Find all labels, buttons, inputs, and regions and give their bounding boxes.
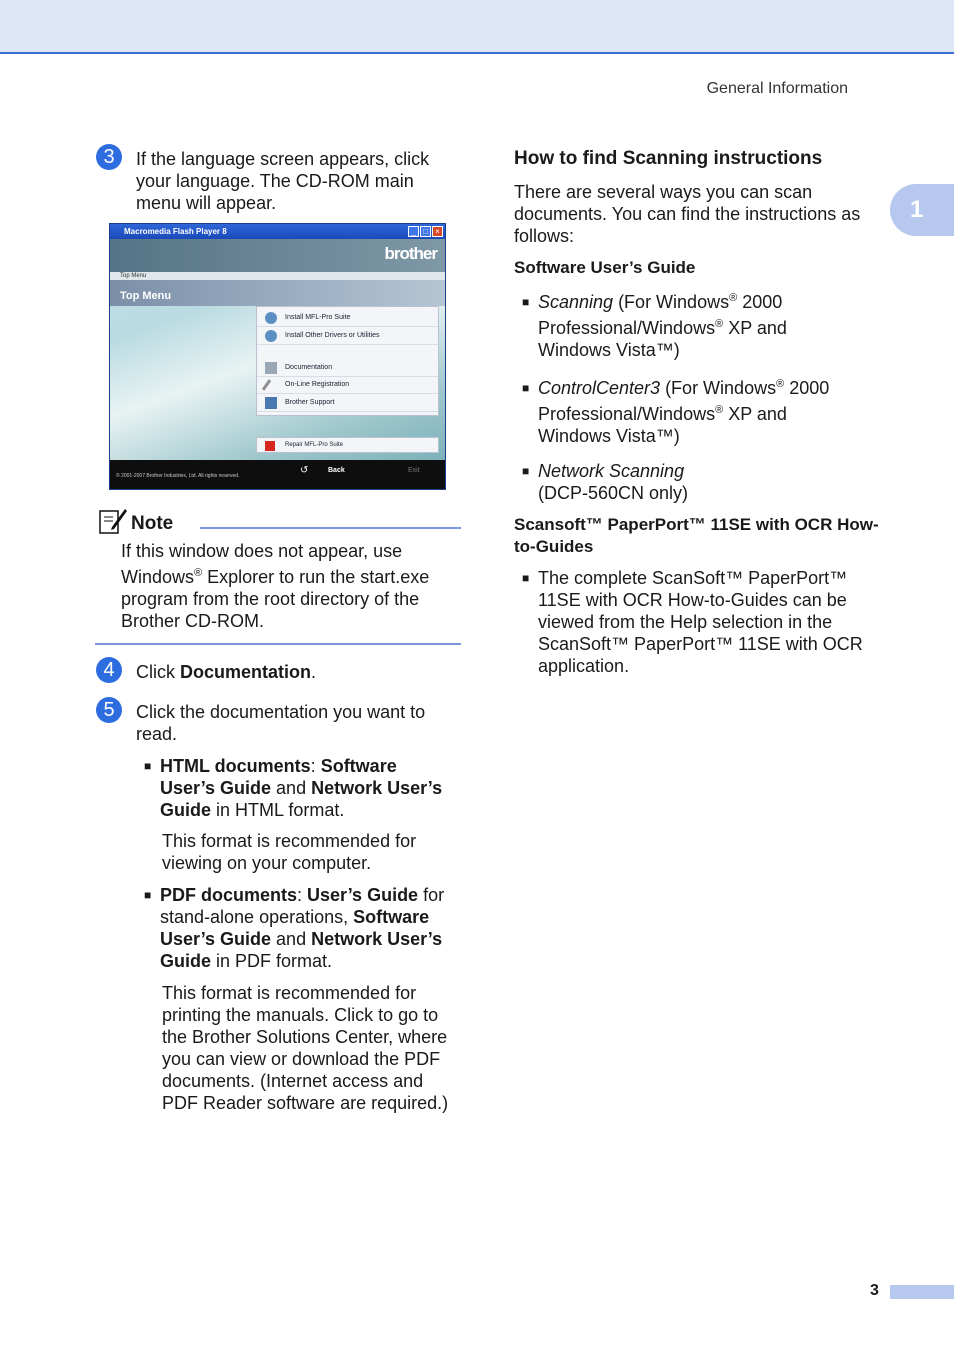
section-title: General Information — [706, 80, 848, 97]
step-5-text: Click the documentation you want to read. — [136, 702, 426, 744]
step-5-number: 5 — [96, 697, 122, 723]
html-documents-item: ■ HTML documents: Software User’s Guide and Network User’s Guide in HTML format. — [144, 756, 443, 820]
step-3-text: If the language screen appears, click your language. The CD-ROM main menu will appear. — [136, 149, 430, 213]
brother-logo: brother — [384, 244, 437, 263]
copyright: © 2001-2007 Brother Industries, Ltd. All rights reserved. — [116, 473, 240, 479]
window-title: Macromedia Flash Player 8 — [110, 224, 445, 239]
page-tab — [890, 1285, 954, 1299]
page-number: 3 — [870, 1282, 879, 1299]
cd-icon — [265, 330, 277, 342]
menu-list — [256, 306, 439, 416]
menu-title: Top Menu — [120, 290, 172, 302]
network-scanning-item: ■ Network Scanning (DCP-560CN only) — [522, 461, 689, 503]
menu-item-documentation: Documentation — [257, 359, 438, 377]
pen-icon — [262, 379, 271, 391]
note-bottom-rule — [95, 643, 461, 645]
back-button: Back — [328, 467, 345, 474]
close-icon: × — [432, 226, 443, 237]
note-pencil-icon — [98, 505, 128, 535]
paperport-heading: Scansoft™ PaperPort™ 11SE with OCR How-to-Guides — [514, 515, 879, 556]
menu-item-registration: On-Line Registration — [257, 376, 438, 394]
document-icon — [265, 362, 277, 374]
step-4-number: 4 — [96, 657, 122, 683]
controlcenter3-item: ■ ControlCenter3 (For Windows® 2000 Professional/Windows® XP and Windows Vista™) — [522, 378, 830, 446]
pdf-documents-item: ■ PDF documents: User’s Guide for stand-alone operations, Software User’s Guide and Network User’s Guide in PDF format. — [144, 885, 445, 971]
bullet-square-icon: ■ — [522, 464, 530, 478]
menu-item-other-drivers: Install Other Drivers or Utilities — [257, 327, 438, 345]
back-arrow-icon: ↺ — [300, 465, 309, 476]
scanning-heading: How to find Scanning instructions — [514, 148, 823, 169]
bullet-square-icon: ■ — [522, 571, 530, 585]
bullet-square-icon: ■ — [144, 888, 152, 902]
cdrom-menu-screenshot — [109, 223, 446, 490]
menu-item-install-mfl: Install MFL-Pro Suite — [257, 309, 438, 327]
minimize-icon: _ — [408, 226, 419, 237]
exit-button: Exit — [408, 467, 420, 474]
bullet-square-icon: ■ — [522, 295, 530, 309]
menu-item-repair: Repair MFL-Pro Suite — [256, 437, 439, 453]
menu-item-support: Brother Support — [257, 394, 438, 412]
note-top-rule — [200, 527, 461, 529]
note-title: Note — [131, 513, 174, 534]
paperport-item: ■ The complete ScanSoft™ PaperPort™ 11SE with OCR How-to-Guides can be viewed from the Help selection in the ScanSoft™ PaperPort™ 11SE with OCR application. — [522, 568, 863, 676]
scanning-intro: There are several ways you can scan documents. You can find the instructions as follows: — [514, 182, 861, 246]
header-bar — [0, 0, 954, 54]
scanning-item: ■ Scanning (For Windows® 2000 Professional/Windows® XP and Windows Vista™) — [522, 292, 787, 360]
breadcrumb: Top Menu — [110, 272, 445, 280]
step-3-number: 3 — [96, 144, 122, 170]
cd-icon — [265, 312, 277, 324]
software-users-guide-heading: Software User’s Guide — [514, 258, 696, 277]
maximize-icon: □ — [420, 226, 431, 237]
pdf-recommendation: This format is recommended for printing the manuals. Click to go to the Brother Solutions Center, where you can view or download the PDF documents. (Internet access and PDF Reader software are required.) — [162, 983, 449, 1113]
html-recommendation: This format is recommended for viewing on your computer. — [162, 831, 417, 873]
support-icon — [265, 397, 277, 409]
step-4-text: Click Documentation. — [136, 662, 317, 682]
chapter-tab: 1 — [890, 184, 954, 236]
bullet-square-icon: ■ — [144, 759, 152, 773]
window-controls — [408, 226, 443, 237]
bullet-square-icon: ■ — [522, 381, 530, 395]
note-body: If this window does not appear, use Windows® Explorer to run the start.exe program from the root directory of the Brother CD-ROM. — [121, 541, 430, 631]
repair-icon — [265, 441, 275, 451]
